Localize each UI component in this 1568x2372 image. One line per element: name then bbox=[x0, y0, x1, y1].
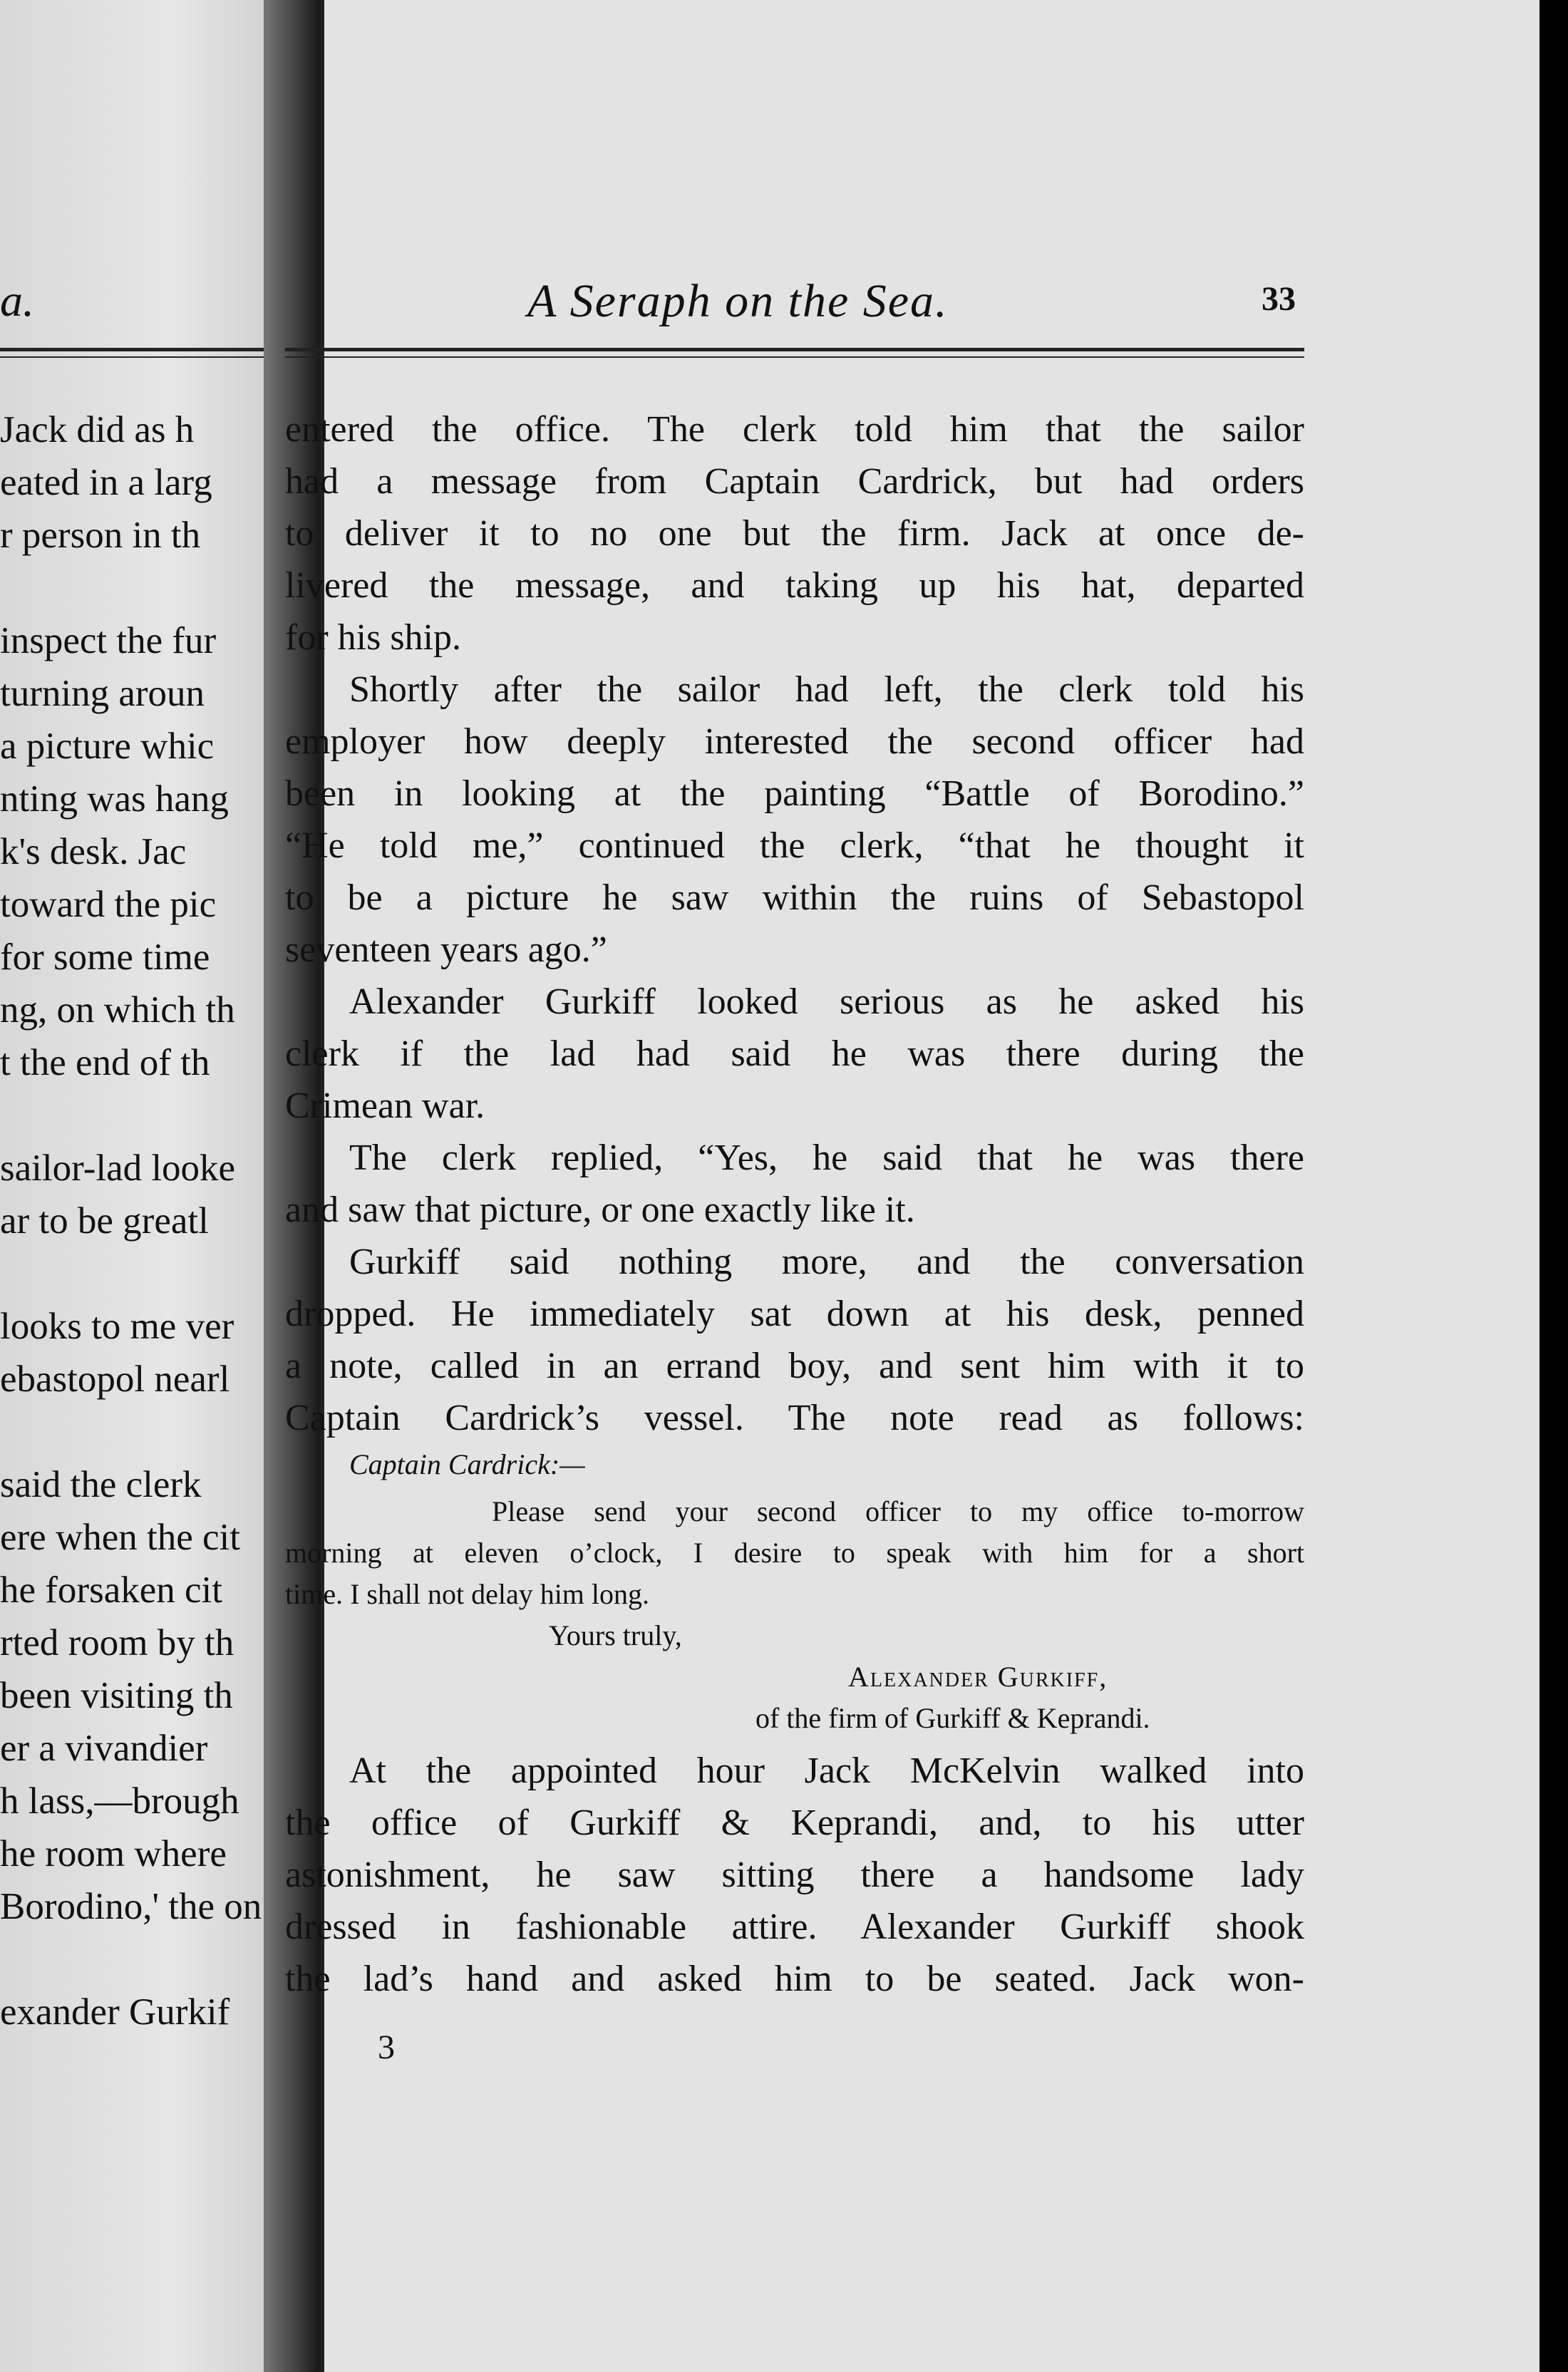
text-line: At the appointed hour Jack McKelvin walked into bbox=[349, 1750, 1304, 1791]
left-blank-line bbox=[0, 1247, 285, 1300]
text-line: Captain Cardrick’s vessel. The note read as follows: bbox=[285, 1398, 1304, 1438]
left-facing-page bbox=[0, 0, 285, 2372]
left-text-fragment: looks to me ver bbox=[0, 1306, 234, 1347]
note-salutation: Captain Cardrick:— bbox=[349, 1448, 585, 1480]
text-line: and saw that picture, or one exactly like it. bbox=[285, 1190, 915, 1230]
note-line: morning at eleven o’clock, I desire to speak with him for a short bbox=[285, 1537, 1304, 1569]
left-header-rule bbox=[0, 348, 285, 351]
left-text-fragment: inspect the fur bbox=[0, 620, 217, 661]
left-text-fragment: k's desk. Jac bbox=[0, 831, 187, 872]
text-line: the office of Gurkiff & Keprandi, and, to his utter bbox=[285, 1803, 1304, 1843]
page-number: 33 bbox=[1262, 280, 1296, 318]
left-blank-line bbox=[0, 1406, 285, 1458]
note-closing: Yours truly, bbox=[549, 1619, 682, 1651]
left-text-fragment: said the clerk bbox=[0, 1464, 202, 1505]
text-line: seventeen years ago.” bbox=[285, 929, 607, 970]
text-line: livered the message, and taking up his hat, departed bbox=[285, 565, 1304, 606]
signature-mark: 3 bbox=[378, 2028, 395, 2066]
left-text-fragment: t the end of th bbox=[0, 1042, 210, 1083]
left-text-fragment: a picture whic bbox=[0, 726, 215, 767]
text-line: Alexander Gurkiff looked serious as he asked his bbox=[349, 981, 1304, 1022]
text-line: to deliver it to no one but the firm. Jack at once de- bbox=[285, 513, 1304, 554]
text-line: for his ship. bbox=[285, 617, 461, 658]
note-line: Please send your second officer to my office to-morrow bbox=[492, 1495, 1304, 1527]
header-rule bbox=[285, 348, 1304, 351]
left-text-fragment: for some time bbox=[0, 937, 210, 978]
left-text-fragment: he room where bbox=[0, 1833, 227, 1875]
text-line: Shortly after the sailor had left, the clerk told his bbox=[349, 669, 1304, 710]
page-body bbox=[285, 403, 1304, 2005]
text-line: entered the office. The clerk told him that the sailor bbox=[285, 409, 1304, 450]
text-line: clerk if the lad had said he was there during the bbox=[285, 1033, 1304, 1074]
text-line: Gurkiff said nothing more, and the conversation bbox=[349, 1242, 1304, 1282]
note-firm: of the firm of Gurkiff & Keprandi. bbox=[755, 1702, 1150, 1734]
text-line: had a message from Captain Cardrick, but had orders bbox=[285, 461, 1304, 502]
left-text-fragment: toward the pic bbox=[0, 884, 217, 925]
left-running-head-fragment: a. bbox=[0, 275, 34, 326]
running-head: A Seraph on the Sea. bbox=[527, 275, 949, 327]
left-text-fragment: Jack did as h bbox=[0, 409, 195, 450]
left-text-fragment: exander Gurkif bbox=[0, 1991, 230, 2033]
left-header-rule-thin bbox=[0, 356, 285, 358]
paragraph-4 bbox=[285, 1132, 1304, 1236]
left-text-fragment: eated in a larg bbox=[0, 462, 212, 503]
left-text-fragment: sailor-lad looke bbox=[0, 1148, 236, 1189]
left-text-fragment: ar to be greatl bbox=[0, 1200, 209, 1242]
left-text-fragment: been visiting th bbox=[0, 1675, 233, 1716]
left-blank-line bbox=[0, 562, 285, 614]
text-line: astonishment, he saw sitting there a handsome lady bbox=[285, 1855, 1304, 1895]
left-text-fragment: he forsaken cit bbox=[0, 1569, 222, 1611]
paragraph-2 bbox=[285, 664, 1304, 976]
left-text-fragment: turning aroun bbox=[0, 673, 205, 714]
paragraph-3 bbox=[285, 976, 1304, 1132]
left-text-fragment: ebastopol nearl bbox=[0, 1358, 230, 1400]
left-text-fragment: Borodino,' the on bbox=[0, 1886, 262, 1927]
text-line: The clerk replied, “Yes, he said that he was there bbox=[349, 1138, 1304, 1178]
text-line: “He told me,” continued the clerk, “that he thought it bbox=[285, 825, 1304, 866]
header-rule-thin bbox=[285, 356, 1304, 358]
left-text-fragment: r person in th bbox=[0, 515, 201, 556]
text-line: employer how deeply interested the second officer had bbox=[285, 721, 1304, 762]
text-line: dressed in fashionable attire. Alexander Gurkiff shook bbox=[285, 1907, 1304, 1947]
text-line: the lad’s hand and asked him to be seated. Jack won- bbox=[285, 1959, 1304, 1999]
text-line: Crimean war. bbox=[285, 1086, 485, 1126]
paragraph-1 bbox=[285, 403, 1304, 664]
left-blank-line bbox=[0, 1933, 285, 1986]
left-text-fragment: rted room by th bbox=[0, 1622, 234, 1664]
left-text-fragment: ng, on which th bbox=[0, 989, 235, 1031]
paragraph-6 bbox=[285, 1745, 1304, 2005]
text-line: been in looking at the painting “Battle of Borodino.” bbox=[285, 773, 1304, 814]
paragraph-5 bbox=[285, 1236, 1304, 1444]
left-blank-line bbox=[0, 1089, 285, 1142]
left-text-fragment: er a vivandier bbox=[0, 1728, 208, 1769]
left-text-fragment: nting was hang bbox=[0, 778, 229, 820]
note-line: time. I shall not delay him long. bbox=[285, 1578, 650, 1610]
left-page-text bbox=[0, 403, 285, 2038]
text-line: dropped. He immediately sat down at his desk, penned bbox=[285, 1294, 1304, 1334]
scan-border bbox=[1539, 0, 1568, 2372]
left-text-fragment: h lass,—brough bbox=[0, 1780, 239, 1822]
text-line: to be a picture he saw within the ruins of Sebastopol bbox=[285, 877, 1304, 918]
text-line: a note, called in an errand boy, and sent him with it to bbox=[285, 1346, 1304, 1386]
note-signature: Alexander Gurkiff, bbox=[848, 1661, 1108, 1693]
quoted-note bbox=[285, 1444, 1304, 1739]
left-text-fragment: ere when the cit bbox=[0, 1517, 240, 1558]
